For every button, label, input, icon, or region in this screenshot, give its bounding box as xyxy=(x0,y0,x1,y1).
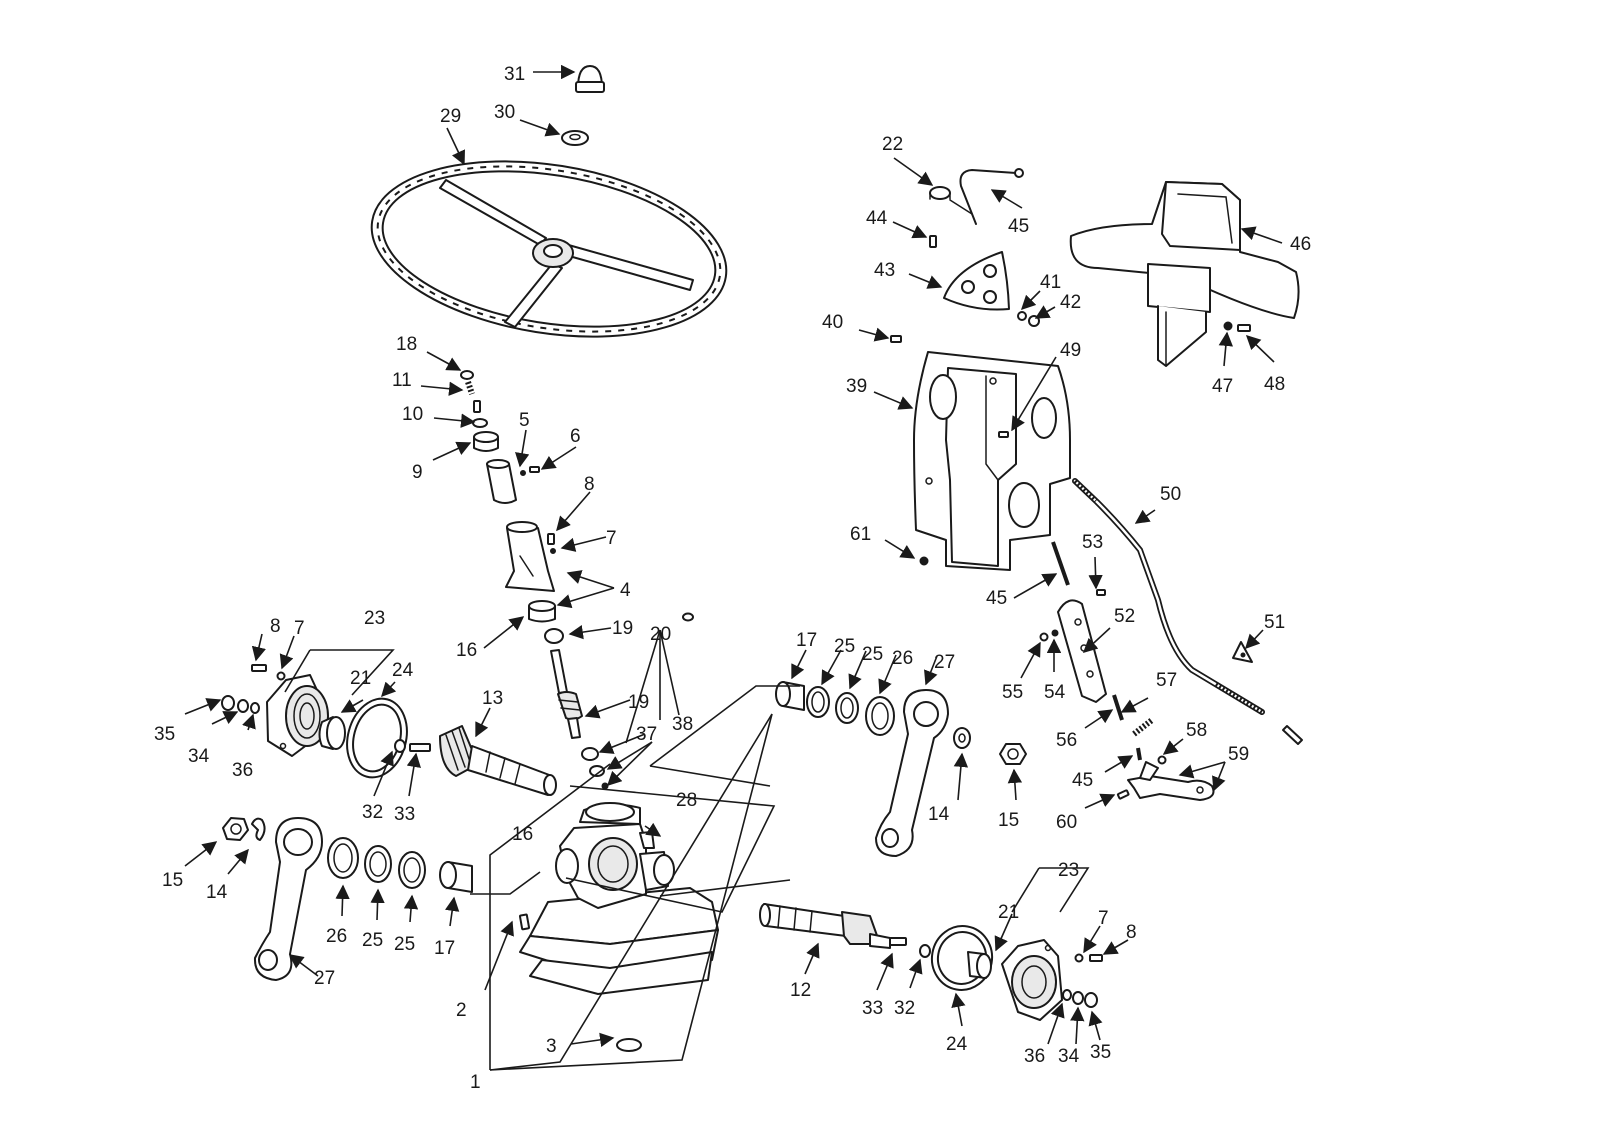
screw-33-left xyxy=(410,744,430,751)
washer-36-right xyxy=(1063,990,1071,1000)
washer-7-right xyxy=(1076,955,1083,962)
bushing-16-top xyxy=(529,601,555,622)
callout-15: 15 xyxy=(162,870,184,891)
spring-57 xyxy=(1134,720,1152,734)
nut-15-right xyxy=(1000,744,1026,764)
screw-2 xyxy=(520,914,529,929)
callout-27: 27 xyxy=(314,968,336,989)
callout-61: 61 xyxy=(850,524,872,545)
screw-8-left xyxy=(252,665,266,671)
callout-19: 19 xyxy=(628,692,650,713)
callout-21: 21 xyxy=(998,902,1020,923)
callout-34: 34 xyxy=(188,746,210,767)
callout-56: 56 xyxy=(1056,730,1078,751)
nut-61 xyxy=(920,557,928,565)
callout-59: 59 xyxy=(1228,744,1250,765)
washer-36-left xyxy=(251,703,259,713)
callout-26: 26 xyxy=(326,926,348,947)
dash-panel-39 xyxy=(914,352,1070,570)
callout-20: 20 xyxy=(650,624,672,645)
callout-8: 8 xyxy=(270,616,281,637)
callout-25: 25 xyxy=(862,644,884,665)
callout-11: 11 xyxy=(392,370,412,391)
washer-41 xyxy=(1018,312,1026,320)
callout-7: 7 xyxy=(294,618,305,639)
washer-34-right xyxy=(1073,992,1083,1004)
callout-36: 36 xyxy=(1024,1046,1046,1067)
callout-25: 25 xyxy=(834,636,856,657)
washer-7-left xyxy=(278,673,285,680)
callout-45: 45 xyxy=(986,588,1008,609)
shaft-13 xyxy=(440,726,556,795)
callout-49: 49 xyxy=(1060,340,1082,361)
screw-60 xyxy=(1118,790,1129,799)
callout-labels xyxy=(154,64,1311,1093)
screw-53 xyxy=(1097,590,1105,595)
column-housing-4 xyxy=(506,522,554,591)
callout-52: 52 xyxy=(1114,606,1136,627)
callout-1: 1 xyxy=(470,1072,481,1093)
callout-42: 42 xyxy=(1060,292,1082,313)
cowl-46 xyxy=(1071,182,1299,366)
callout-23: 23 xyxy=(1058,860,1080,881)
callout-13: 13 xyxy=(482,688,504,709)
washer-58 xyxy=(1159,757,1166,764)
callout-28: 28 xyxy=(676,790,698,811)
callout-44: 44 xyxy=(866,208,888,229)
screw-8-top xyxy=(548,534,554,544)
callout-8: 8 xyxy=(584,474,595,495)
callout-47: 47 xyxy=(1212,376,1234,397)
washer-7-top xyxy=(551,549,556,554)
callout-32: 32 xyxy=(362,802,384,823)
washer-32-right xyxy=(920,945,930,957)
callout-14: 14 xyxy=(206,882,228,903)
bushing-9 xyxy=(474,432,498,451)
callout-58: 58 xyxy=(1186,720,1208,741)
bolt-right xyxy=(1283,726,1302,744)
callout-54: 54 xyxy=(1044,682,1066,703)
screw-33-right xyxy=(890,938,906,945)
callout-53: 53 xyxy=(1082,532,1104,553)
shaft-12 xyxy=(760,904,890,948)
callout-18: 18 xyxy=(396,334,418,355)
ring-14-left xyxy=(252,819,265,840)
callout-34: 34 xyxy=(1058,1046,1080,1067)
callout-16: 16 xyxy=(456,640,478,661)
washer-34-left xyxy=(238,700,248,712)
ring-25-right-b xyxy=(836,693,858,723)
nut-47 xyxy=(1224,322,1232,330)
callout-35: 35 xyxy=(154,724,176,745)
screw-5 xyxy=(521,471,526,476)
callout-27: 27 xyxy=(934,652,956,673)
ring-26-left xyxy=(328,838,358,878)
callout-arrows xyxy=(185,72,1282,1044)
callout-24: 24 xyxy=(392,660,414,681)
callout-50: 50 xyxy=(1160,484,1182,505)
callout-8: 8 xyxy=(1126,922,1137,943)
ring-25-right-a xyxy=(807,687,829,717)
steering-wheel-29 xyxy=(359,138,739,360)
washer-54 xyxy=(1052,630,1058,636)
screw-8-right xyxy=(1090,955,1102,961)
callout-43: 43 xyxy=(874,260,896,281)
callout-17: 17 xyxy=(796,630,818,651)
callout-9: 9 xyxy=(412,462,423,483)
cap-18 xyxy=(461,371,473,379)
callout-19: 19 xyxy=(612,618,634,639)
bushing-19-low xyxy=(582,748,598,760)
callout-23: 23 xyxy=(364,608,386,629)
bushing-17-left xyxy=(440,862,472,892)
plate-43 xyxy=(944,252,1009,310)
ring-26-right xyxy=(866,697,894,735)
callout-57: 57 xyxy=(1156,670,1178,691)
callout-12: 12 xyxy=(790,980,812,1001)
plug-3 xyxy=(617,1039,641,1051)
callout-33: 33 xyxy=(862,998,884,1019)
pin-56 xyxy=(1114,695,1122,720)
nut-15-left xyxy=(223,818,248,840)
cap-19-top xyxy=(545,629,563,643)
cover-23-left xyxy=(267,675,328,756)
callout-39: 39 xyxy=(846,376,868,397)
callout-5: 5 xyxy=(519,410,530,431)
callout-16: 16 xyxy=(512,824,534,845)
callout-36: 36 xyxy=(232,760,254,781)
callout-4: 4 xyxy=(620,580,631,601)
callout-6: 6 xyxy=(570,426,581,447)
callout-7: 7 xyxy=(606,528,617,549)
screw-44 xyxy=(930,236,936,247)
nut-35-right xyxy=(1085,993,1097,1007)
cover-23-right xyxy=(1002,940,1062,1020)
callout-31: 31 xyxy=(504,64,526,85)
ring-25-left-b xyxy=(399,852,425,888)
callout-45: 45 xyxy=(1072,770,1094,791)
callout-60: 60 xyxy=(1056,812,1078,833)
screw-6 xyxy=(530,467,539,472)
bushing-21-left xyxy=(320,717,346,749)
knob-22 xyxy=(930,187,950,199)
callout-2: 2 xyxy=(456,1000,467,1021)
callout-33: 33 xyxy=(394,804,416,825)
callout-14: 14 xyxy=(928,804,950,825)
screw-40 xyxy=(891,336,901,342)
callout-3: 3 xyxy=(546,1036,557,1057)
spring-11 xyxy=(468,382,472,394)
worm-shaft xyxy=(551,650,582,738)
assembly-lines xyxy=(285,630,1088,1070)
screw-10-area xyxy=(473,401,487,427)
callout-38: 38 xyxy=(672,714,694,735)
callout-30: 30 xyxy=(494,102,516,123)
callout-7: 7 xyxy=(1098,908,1109,929)
callout-25: 25 xyxy=(362,930,384,951)
callout-51: 51 xyxy=(1264,612,1286,633)
washer-55 xyxy=(1041,634,1048,641)
arm-27-left xyxy=(255,818,322,980)
callout-41: 41 xyxy=(1040,272,1062,293)
callout-22: 22 xyxy=(882,134,904,155)
callout-10: 10 xyxy=(402,404,424,425)
washer-20 xyxy=(683,614,693,621)
ring-25-left-a xyxy=(365,846,391,882)
callout-40: 40 xyxy=(822,312,844,333)
nut-35-left xyxy=(222,696,234,710)
screw-49 xyxy=(999,432,1008,437)
callout-17: 17 xyxy=(434,938,456,959)
callout-46: 46 xyxy=(1290,234,1312,255)
callout-24: 24 xyxy=(946,1034,968,1055)
callout-45: 45 xyxy=(1008,216,1030,237)
callout-26: 26 xyxy=(892,648,914,669)
pin-45-low xyxy=(1138,748,1140,760)
callout-21: 21 xyxy=(350,668,372,689)
pin-45-mid xyxy=(1053,542,1068,585)
acorn-nut-31 xyxy=(576,66,604,92)
washer-30 xyxy=(562,131,588,145)
callout-35: 35 xyxy=(1090,1042,1112,1063)
lever-59 xyxy=(1128,762,1214,800)
callout-25: 25 xyxy=(394,934,416,955)
washer-32-left xyxy=(395,740,405,752)
tube xyxy=(487,460,516,503)
callout-32: 32 xyxy=(894,998,916,1019)
callout-48: 48 xyxy=(1264,374,1286,395)
callout-55: 55 xyxy=(1002,682,1024,703)
bracket-52 xyxy=(1058,600,1106,702)
callout-37: 37 xyxy=(636,724,658,745)
washer-14-right xyxy=(954,728,970,748)
callout-29: 29 xyxy=(440,106,462,127)
oring-24-left xyxy=(339,692,416,784)
screw-48 xyxy=(1238,325,1250,331)
callout-15: 15 xyxy=(998,810,1020,831)
bushing-21-right xyxy=(968,952,991,978)
